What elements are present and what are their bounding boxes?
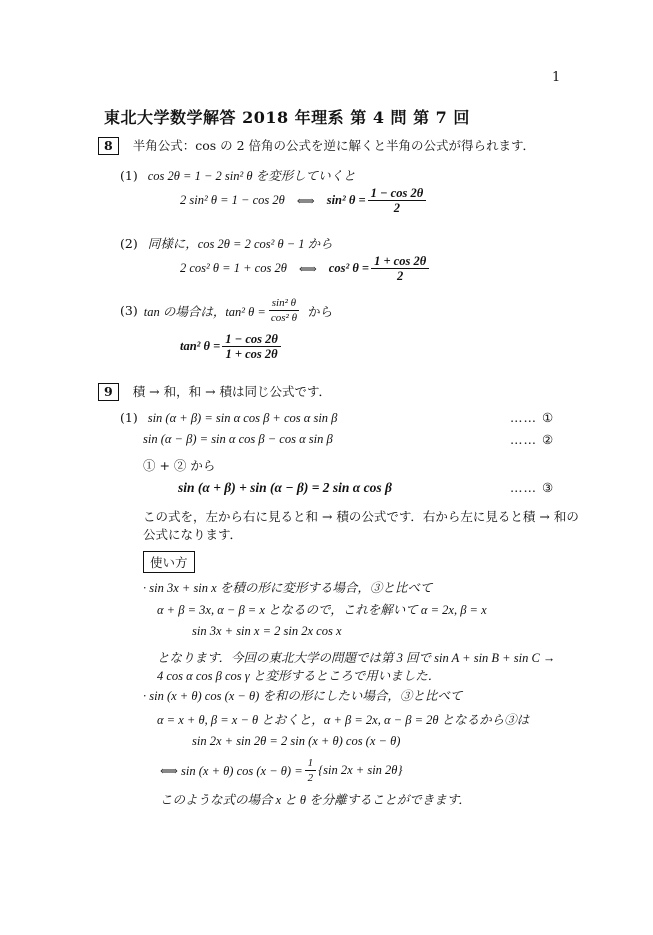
p8-step2-fraction	[371, 254, 429, 283]
p8-step2-equation	[180, 254, 431, 283]
p8-step1-sentence: cos 2θ = 1 − 2 sin² θ を変形していくと	[147, 169, 356, 183]
p8-step2-eq-left: 2 cos² θ = 1 + cos 2θ	[180, 261, 287, 275]
problem-number-9: 9	[98, 383, 119, 401]
p8-step3-tan-denominator: cos² θ	[270, 312, 297, 324]
p9-eq3-tag: …… ③	[510, 480, 555, 495]
iff-symbol: ⟺	[296, 193, 315, 208]
p8-step2-text	[120, 234, 333, 252]
p8-step1-label: (1)	[120, 168, 138, 183]
problem-9-intro: 積 → 和，和 → 積は同じ公式です．	[132, 384, 332, 399]
bullet2-line4	[160, 756, 402, 785]
p9-eq3: sin (α + β) + sin (α − β) = 2 sin α cos β	[178, 480, 392, 495]
p8-step1-denominator: 2	[393, 201, 401, 215]
page-number: 1	[552, 70, 561, 85]
problem-number-8: 8	[98, 137, 119, 155]
p9-eq2-tag: …… ②	[510, 432, 555, 447]
p8-step2-sentence: 同様に，cos 2θ = 2 cos² θ − 1 から	[147, 237, 333, 251]
p9-step1-label: (1)	[120, 410, 138, 425]
half-denominator: 2	[307, 772, 314, 784]
bullet2-line4-right: {sin 2x + sin 2θ}	[318, 763, 403, 777]
p8-step2-eq-lhs: cos² θ =	[328, 261, 370, 275]
usage-box	[143, 551, 195, 573]
p8-step1-text	[120, 166, 356, 184]
bullet1-line3: sin 3x + sin x = 2 sin 2x cos x	[192, 624, 342, 638]
p8-step3-tan-fraction	[268, 296, 300, 325]
p8-step1-eq-lhs: sin² θ =	[326, 193, 366, 207]
p8-step3-fraction	[222, 332, 281, 361]
p9-explain-line2: 公式になります．	[143, 527, 243, 542]
p9-explain-line1: この式を，左から右に見ると和 → 積の公式です．右から左に見ると積 → 和の	[143, 509, 579, 524]
bullet1-line2: α + β = 3x, α − β = x となるので，これを解いて α = 2x, β = x	[157, 603, 487, 617]
p8-step1-numerator: 1 − cos 2θ	[368, 186, 427, 201]
bullet1-line4: となります．今回の東北大学の問題では第 3 回で sin A + sin B + sin C →	[157, 651, 556, 665]
p9-combine: ① + ② から	[143, 458, 216, 473]
p8-step3-text	[120, 296, 333, 325]
bullet2-line1: · sin (x + θ) cos (x − θ) を和の形にしたい場合，③と比べて	[143, 689, 463, 703]
bullet2-line4-left: ⟺ sin (x + θ) cos (x − θ) =	[160, 763, 303, 778]
p8-step3-sentence-b: から	[308, 303, 334, 319]
bullet2-line3: sin 2x + sin 2θ = 2 sin (x + θ) cos (x − θ)	[192, 734, 401, 748]
p9-eq1-line	[120, 410, 337, 426]
p9-eq1-tag: …… ①	[510, 410, 555, 425]
p8-step3-equation	[180, 332, 283, 361]
p8-step3-label: (3)	[120, 303, 138, 318]
p8-step2-label: (2)	[120, 236, 138, 251]
p8-step3-eq-lhs: tan² θ =	[180, 339, 221, 353]
p8-step2-denominator: 2	[397, 269, 404, 283]
page-title: 東北大学数学解答 2018 年理系 第 4 問 第 7 回	[104, 108, 470, 127]
usage-label: 使い方	[143, 551, 195, 573]
p8-step1-fraction	[368, 186, 427, 215]
p9-eq2: sin (α − β) = sin α cos β − cos α sin β	[143, 432, 333, 446]
p8-step2-numerator: 1 + cos 2θ	[371, 254, 429, 269]
problem-9-header	[98, 382, 331, 401]
p8-step3-numerator: 1 − cos 2θ	[222, 332, 281, 347]
p8-step3-denominator: 1 + cos 2θ	[225, 347, 278, 361]
problem-8-header	[98, 136, 535, 155]
bullet2-line2: α = x + θ, β = x − θ とおくと，α + β = 2x, α − β = 2θ となるから③は	[157, 713, 530, 727]
p8-step3-sentence-a: tan の場合は，tan² θ =	[143, 304, 266, 319]
bullet2-line5: このような式の場合 x と θ を分離することができます．	[160, 793, 471, 807]
bullet1-line1: · sin 3x + sin x を積の形に変形する場合，③と比べて	[143, 581, 433, 595]
p9-eq1: sin (α + β) = sin α cos β + cos α sin β	[147, 411, 338, 425]
p8-step3-tan-numerator: sin² θ	[269, 296, 299, 311]
problem-8-intro: 半角公式：cos の 2 倍角の公式を逆に解くと半角の公式が得られます．	[132, 138, 536, 153]
half-numerator: 1	[305, 756, 317, 771]
bullet1-line5: 4 cos α cos β cos γ と変形するところで用いました．	[157, 669, 441, 683]
p8-step1-equation	[180, 186, 428, 215]
half-fraction	[305, 756, 317, 785]
p8-step1-eq-left: 2 sin² θ = 1 − cos 2θ	[180, 193, 285, 207]
iff-symbol: ⟺	[298, 261, 317, 276]
